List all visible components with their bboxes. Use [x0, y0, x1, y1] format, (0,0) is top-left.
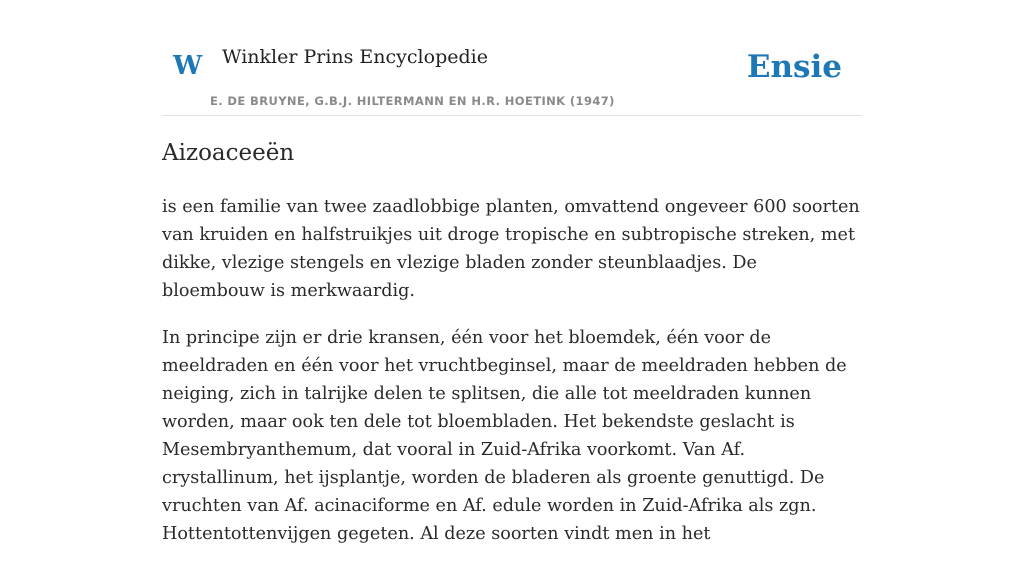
site-title[interactable]: Winkler Prins Encyclopedie: [222, 46, 488, 68]
ensie-logo[interactable]: Ensie: [746, 49, 842, 85]
authors-credit: E. DE BRUYNE, G.B.J. HILTERMANN EN H.R. HOETINK (1947): [210, 94, 615, 108]
site-header: [162, 36, 862, 116]
article-body: [162, 193, 862, 567]
article-paragraph: is een familie van twee zaadlobbige planten, omvattend ongeveer 600 soorten van kruiden en halfstruikjes uit droge tropische en subtropische streken, met dikke, vlezige stengels en vlezige bladen zonder steunblaadjes. De bloembouw is merkwaardig.: [162, 197, 860, 301]
winkler-prins-logo[interactable]: W: [173, 51, 203, 81]
article-title: Aizoaceeën: [162, 140, 295, 166]
article-paragraph: In principe zijn er drie kransen, één voor het bloemdek, één voor de meeldraden en één voor het vruchtbeginsel, maar de meeldraden hebben de neiging, zich in talrijke delen te splitsen, die alle tot meeldraden kunnen worden, maar ook ten dele tot bloembladen. Het bekendste geslacht is Mesembryanthemum, dat vooral in Zuid-Afrika voorkomt. Van Af. crystallinum, het ijsplantje, worden de bladeren als groente genuttigd. De vruchten van Af. acinaciforme en Af. edule worden in Zuid-Afrika als zgn. Hottentottenvijgen gegeten. Al deze soorten vindt men in het: [162, 328, 847, 544]
